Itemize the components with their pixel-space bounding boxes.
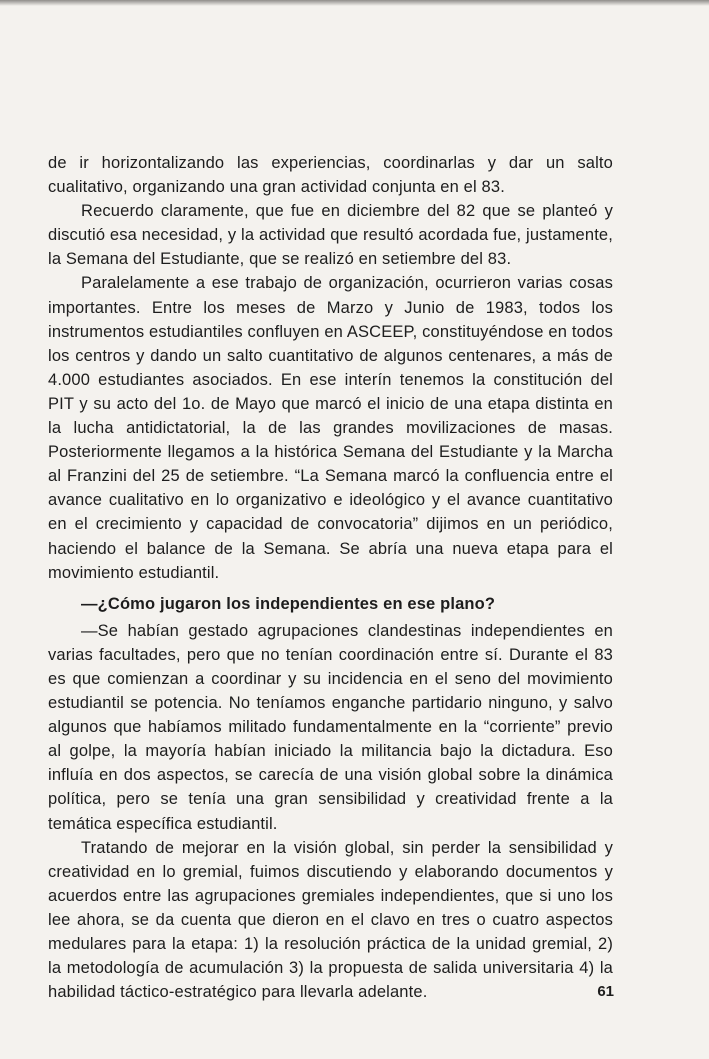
page-body-text <box>48 151 613 1004</box>
page-top-shadow <box>0 0 709 6</box>
paragraph-6: Tratando de mejorar en la visión global, sin perder la sensibilidad y creatividad en lo gremial, fuimos discutiendo y elaborando documentos y acuerdos entre las agrupaciones gremiales independientes, que si uno los lee ahora, se da cuenta que dieron en el clavo en tres o cuatro aspectos medulares para la etapa: 1) la resolución práctica de la unidad gremial, 2) la metodología de acumulación 3) la propuesta de salida universitaria 4) la habilidad táctico-estratégico para llevarla adelante. <box>48 838 613 1002</box>
paragraph-answer: —Se habían gestado agrupaciones clandestinas independientes en varias facultades, pero que no tenían coordinación entre sí. Durante el 83 es que comienzan a coordinar y su incidencia en el seno del movimiento estudiantil se potencia. No teníamos enganche partidario ninguno, y salvo algunos que habíamos militado fundamentalmente en la “corriente” previo al golpe, la mayoría habían iniciado la militancia bajo la dictadura. Eso influía en dos aspectos, se carecía de una visión global sobre la dinámica política, pero se tenía una gran sensibilidad y creatividad frente a la temática específica estudiantil. <box>48 621 613 833</box>
paragraph-3: Paralelamente a ese trabajo de organización, ocurrieron varias cosas importantes. Entre los meses de Marzo y Junio de 1983, todos los instrumentos estudiantiles confluyen en ASCEEP, constituyéndose en todos los centros y dando un salto cuantitativo de algunos centenares, a más de 4.000 estudiantes asociados. En ese interín tenemos la constitución del PIT y su acto del 1o. de Mayo que marcó el inicio de una etapa distinta en la lucha antidictatorial, la de las grandes movilizaciones de masas. Posteriormente llegamos a la histórica Semana del Estudiante y la Marcha al Franzini del 25 de setiembre. “La Semana marcó la confluencia entre el avance cualitativo en lo organizativo e ideológico y el avance cuantitativo en el crecimiento y capacidad de convocatoria” dijimos en un periódico, haciendo el balance de la Semana. Se abría una nueva etapa para el movimiento estudiantil. <box>48 274 613 582</box>
page-number: 61 <box>597 983 614 1000</box>
interview-question: —¿Cómo jugaron los independientes en ese plano? <box>81 594 496 613</box>
paragraph-1: de ir horizontalizando las experiencias, coordinarlas y dar un salto cualitativo, organizando una gran actividad conjunta en el 83. <box>48 154 613 197</box>
paragraph-2: Recuerdo claramente, que fue en diciembre del 82 que se planteó y discutió esa necesidad, y la actividad que resultó acordada fue, justamente, la Semana del Estudiante, que se realizó en setiembre del 83. <box>48 202 613 269</box>
